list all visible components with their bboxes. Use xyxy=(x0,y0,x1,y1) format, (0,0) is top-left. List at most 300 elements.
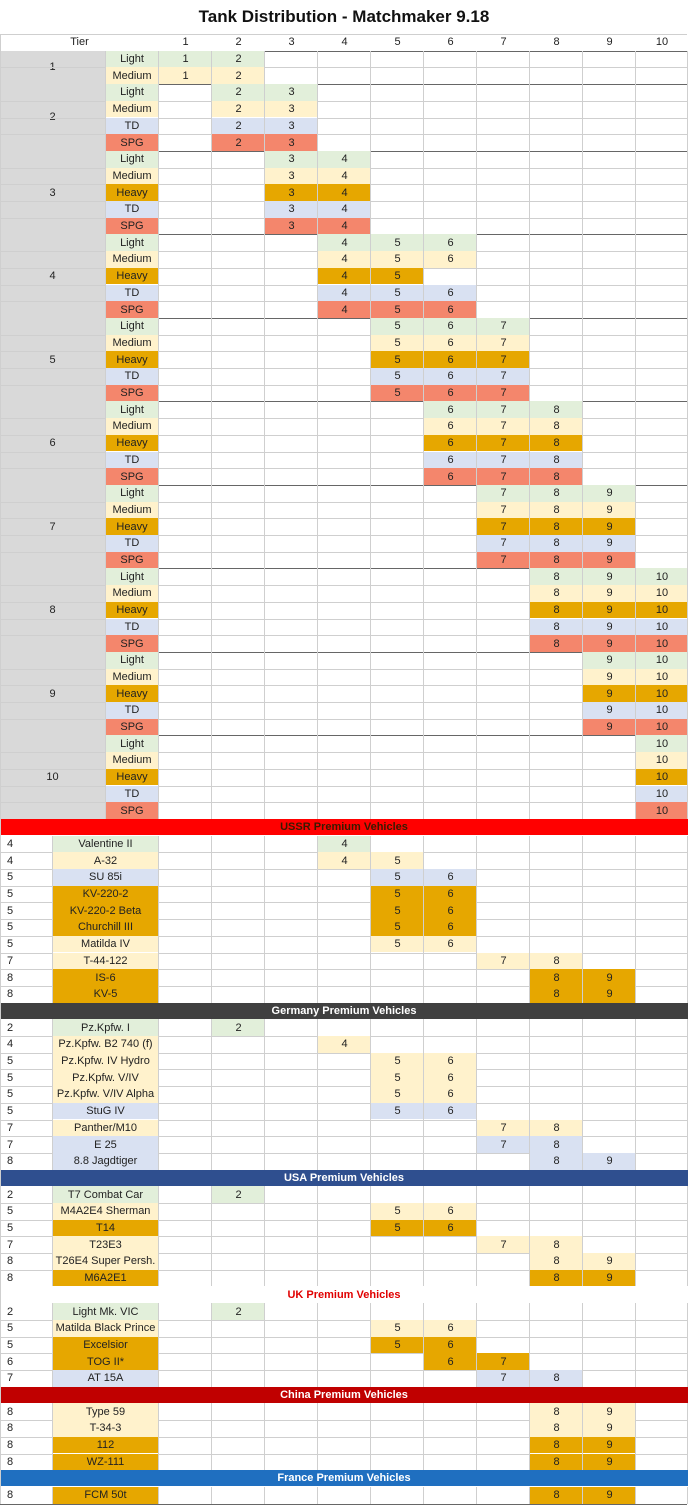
vehicle-name: Churchill III xyxy=(53,919,158,936)
class-label: Light xyxy=(106,401,158,418)
class-label: SPG xyxy=(106,719,158,736)
vehicle-mm-cell-tier-5: 5 xyxy=(371,886,424,903)
gridline xyxy=(158,836,159,1003)
mm-cell-tier-6: 6 xyxy=(424,435,477,452)
class-label: Heavy xyxy=(106,351,158,368)
gridline xyxy=(476,1403,477,1470)
gridline xyxy=(264,1186,265,1286)
gridline xyxy=(370,652,371,736)
gridline xyxy=(582,485,583,569)
vehicle-name: T26E4 Super Persh. xyxy=(53,1253,158,1270)
vehicle-name: Light Mk. VIC xyxy=(53,1303,158,1320)
mm-cell-tier-3: 3 xyxy=(265,168,318,185)
gridline xyxy=(635,234,636,318)
mm-cell-tier-8: 8 xyxy=(530,518,583,535)
gridline xyxy=(529,318,530,402)
gridline xyxy=(423,1403,424,1470)
mm-cell-tier-7: 7 xyxy=(477,318,530,335)
vehicle-mm-cell-tier-7: 7 xyxy=(477,1136,530,1153)
gridline xyxy=(264,1487,265,1504)
gridline xyxy=(476,485,477,569)
gridline xyxy=(423,151,424,235)
class-label: Medium xyxy=(106,418,158,435)
mm-cell-tier-10: 10 xyxy=(636,619,688,636)
mm-cell-tier-9: 9 xyxy=(583,635,636,652)
vehicle-tier: 5 xyxy=(7,1222,14,1235)
gridline xyxy=(423,234,424,318)
vehicle-tier: 5 xyxy=(7,1071,14,1084)
vehicle-name: M6A2E1 xyxy=(53,1270,158,1287)
class-label: Light xyxy=(106,234,158,251)
gridline xyxy=(370,485,371,569)
mm-cell-tier-10: 10 xyxy=(636,769,688,786)
gridline xyxy=(0,418,687,419)
vehicle-tier: 4 xyxy=(7,854,14,867)
gridline xyxy=(158,1487,159,1504)
gridline xyxy=(105,652,106,736)
class-label: SPG xyxy=(106,635,158,652)
gridline xyxy=(635,652,636,736)
class-label: TD xyxy=(106,285,158,302)
vehicle-mm-cell-tier-9: 9 xyxy=(583,1270,636,1287)
mm-cell-tier-7: 7 xyxy=(477,385,530,402)
mm-cell-tier-9: 9 xyxy=(583,485,636,502)
gridline xyxy=(476,318,477,402)
gridline xyxy=(264,1019,265,1169)
gridline xyxy=(52,1487,53,1504)
gridline xyxy=(635,401,636,485)
mm-cell-tier-4: 4 xyxy=(318,168,371,185)
vehicle-tier: 5 xyxy=(7,1088,14,1101)
mm-cell-tier-6: 6 xyxy=(424,351,477,368)
gridline xyxy=(0,786,687,787)
vehicle-mm-cell-tier-2: 2 xyxy=(212,1303,265,1320)
gridline xyxy=(211,735,212,819)
vehicle-tier: 8 xyxy=(7,988,14,1001)
vehicle-tier: 8 xyxy=(7,1255,14,1268)
gridline xyxy=(0,802,687,803)
vehicle-name: T7 Combat Car xyxy=(53,1186,158,1203)
gridline xyxy=(529,51,530,84)
gridline xyxy=(158,485,159,569)
vehicle-mm-cell-tier-6: 6 xyxy=(424,1086,477,1103)
vehicle-mm-cell-tier-9: 9 xyxy=(583,986,636,1003)
header-column-6: 6 xyxy=(447,36,454,49)
gridline xyxy=(370,836,371,1003)
vehicle-mm-cell-tier-8: 8 xyxy=(530,1120,583,1137)
mm-cell-tier-7: 7 xyxy=(477,418,530,435)
mm-cell-tier-10: 10 xyxy=(636,719,688,736)
gridline xyxy=(264,735,265,819)
vehicle-mm-cell-tier-8: 8 xyxy=(530,1437,583,1454)
gridline xyxy=(264,652,265,736)
class-label: SPG xyxy=(106,385,158,402)
gridline xyxy=(476,1186,477,1286)
vehicle-mm-cell-tier-8: 8 xyxy=(530,1403,583,1420)
mm-cell-tier-8: 8 xyxy=(530,585,583,602)
gridline xyxy=(476,652,477,736)
gridline xyxy=(0,752,687,753)
mm-cell-tier-9: 9 xyxy=(583,518,636,535)
vehicle-name: IS-6 xyxy=(53,969,158,986)
class-label: Heavy xyxy=(106,268,158,285)
class-label: TD xyxy=(106,619,158,636)
gridline xyxy=(582,568,583,652)
mm-cell-tier-3: 3 xyxy=(265,218,318,235)
vehicle-tier: 8 xyxy=(7,1489,14,1502)
mm-cell-tier-4: 4 xyxy=(318,201,371,218)
gridline xyxy=(105,234,106,318)
gridline xyxy=(158,151,159,235)
class-label: Medium xyxy=(106,67,158,84)
mm-cell-tier-4: 4 xyxy=(318,234,371,251)
mm-cell-tier-8: 8 xyxy=(530,435,583,452)
vehicle-mm-cell-tier-9: 9 xyxy=(583,969,636,986)
vehicle-mm-cell-tier-5: 5 xyxy=(371,852,424,869)
vehicle-tier: 8 xyxy=(7,1272,14,1285)
gridline xyxy=(105,485,106,569)
class-label: Light xyxy=(106,318,158,335)
gridline xyxy=(476,234,477,318)
tier-label: 10 xyxy=(0,735,105,819)
tier-label: 5 xyxy=(0,318,105,402)
header-column-2: 2 xyxy=(235,36,242,49)
gridline xyxy=(211,401,212,485)
mm-cell-tier-6: 6 xyxy=(424,251,477,268)
gridline xyxy=(370,1487,371,1504)
gridline xyxy=(476,84,477,151)
class-label: Heavy xyxy=(106,769,158,786)
vehicle-name: Pz.Kpfw. I xyxy=(53,1019,158,1036)
vehicle-name: Matilda IV xyxy=(53,936,158,953)
vehicle-tier: 8 xyxy=(7,1405,14,1418)
vehicle-mm-cell-tier-7: 7 xyxy=(477,1353,530,1370)
vehicle-name: T23E3 xyxy=(53,1236,158,1253)
mm-cell-tier-4: 4 xyxy=(318,184,371,201)
vehicle-mm-cell-tier-9: 9 xyxy=(583,1153,636,1170)
vehicle-mm-cell-tier-4: 4 xyxy=(318,852,371,869)
section-header: USSR Premium Vehicles xyxy=(0,819,688,835)
vehicle-name: KV-220-2 Beta xyxy=(53,902,158,919)
vehicle-name: Valentine II xyxy=(53,836,158,853)
gridline xyxy=(370,1303,371,1387)
class-label: Light xyxy=(106,151,158,168)
mm-cell-tier-4: 4 xyxy=(318,218,371,235)
gridline xyxy=(529,485,530,569)
mm-cell-tier-10: 10 xyxy=(636,635,688,652)
mm-cell-tier-5: 5 xyxy=(371,251,424,268)
gridline xyxy=(582,735,583,819)
gridline xyxy=(635,84,636,151)
gridline xyxy=(158,1303,159,1387)
gridline xyxy=(317,318,318,402)
mm-cell-tier-9: 9 xyxy=(583,619,636,636)
gridline xyxy=(211,836,212,1003)
mm-cell-tier-10: 10 xyxy=(636,568,688,585)
gridline xyxy=(423,318,424,402)
vehicle-mm-cell-tier-6: 6 xyxy=(424,1053,477,1070)
mm-cell-tier-6: 6 xyxy=(424,318,477,335)
gridline xyxy=(370,318,371,402)
class-label: Light xyxy=(106,735,158,752)
gridline xyxy=(423,84,424,151)
vehicle-tier: 8 xyxy=(7,971,14,984)
mm-cell-tier-9: 9 xyxy=(583,702,636,719)
mm-cell-tier-9: 9 xyxy=(583,669,636,686)
vehicle-mm-cell-tier-9: 9 xyxy=(583,1420,636,1437)
vehicle-name: T-44-122 xyxy=(53,953,158,970)
gridline xyxy=(370,234,371,318)
gridline xyxy=(211,652,212,736)
gridline xyxy=(635,568,636,652)
class-label: Medium xyxy=(106,335,158,352)
class-label: Light xyxy=(106,485,158,502)
mm-cell-tier-5: 5 xyxy=(371,368,424,385)
gridline xyxy=(317,485,318,569)
mm-cell-tier-5: 5 xyxy=(371,301,424,318)
gridline xyxy=(317,151,318,235)
mm-cell-tier-8: 8 xyxy=(530,535,583,552)
gridline xyxy=(317,735,318,819)
header-column-4: 4 xyxy=(341,36,348,49)
gridline xyxy=(529,1019,530,1169)
class-label: Light xyxy=(106,652,158,669)
gridline xyxy=(370,51,371,84)
gridline xyxy=(529,652,530,736)
gridline xyxy=(582,401,583,485)
mm-cell-tier-3: 3 xyxy=(265,134,318,151)
gridline xyxy=(211,234,212,318)
mm-cell-tier-6: 6 xyxy=(424,234,477,251)
gridline xyxy=(0,769,687,770)
tier-label: 9 xyxy=(0,652,105,736)
gridline xyxy=(211,51,212,84)
vehicle-name: AT 15A xyxy=(53,1370,158,1387)
class-label: Light xyxy=(106,51,158,68)
class-label: Medium xyxy=(106,502,158,519)
mm-cell-tier-4: 4 xyxy=(318,268,371,285)
mm-cell-tier-5: 5 xyxy=(371,268,424,285)
gridline xyxy=(476,1487,477,1504)
gridline xyxy=(317,836,318,1003)
mm-cell-tier-6: 6 xyxy=(424,418,477,435)
mm-cell-tier-1: 1 xyxy=(159,67,212,84)
mm-cell-tier-10: 10 xyxy=(636,585,688,602)
mm-cell-tier-6: 6 xyxy=(424,301,477,318)
gridline xyxy=(158,401,159,485)
gridline xyxy=(635,1403,636,1470)
class-label: SPG xyxy=(106,468,158,485)
gridline xyxy=(423,836,424,1003)
gridline xyxy=(476,836,477,1003)
vehicle-name: KV-220-2 xyxy=(53,886,158,903)
class-label: Medium xyxy=(106,669,158,686)
class-label: Medium xyxy=(106,168,158,185)
gridline xyxy=(423,1186,424,1286)
header-column-8: 8 xyxy=(553,36,560,49)
gridline xyxy=(211,1303,212,1387)
gridline xyxy=(158,84,159,151)
gridline xyxy=(317,401,318,485)
mm-cell-tier-7: 7 xyxy=(477,535,530,552)
gridline xyxy=(635,836,636,1003)
tier-label: 8 xyxy=(0,568,105,652)
vehicle-mm-cell-tier-7: 7 xyxy=(477,1236,530,1253)
vehicle-mm-cell-tier-5: 5 xyxy=(371,869,424,886)
gridline xyxy=(370,1403,371,1470)
class-label: Medium xyxy=(106,585,158,602)
mm-cell-tier-10: 10 xyxy=(636,786,688,803)
vehicle-mm-cell-tier-5: 5 xyxy=(371,1337,424,1354)
gridline xyxy=(476,735,477,819)
mm-cell-tier-7: 7 xyxy=(477,351,530,368)
section-header: Germany Premium Vehicles xyxy=(0,1003,688,1019)
gridline xyxy=(370,151,371,235)
mm-cell-tier-8: 8 xyxy=(530,418,583,435)
vehicle-name: TOG II* xyxy=(53,1353,158,1370)
gridline xyxy=(476,151,477,235)
vehicle-mm-cell-tier-5: 5 xyxy=(371,919,424,936)
gridline xyxy=(158,234,159,318)
gridline xyxy=(635,1019,636,1169)
mm-cell-tier-3: 3 xyxy=(265,101,318,118)
vehicle-mm-cell-tier-8: 8 xyxy=(530,986,583,1003)
gridline xyxy=(317,234,318,318)
mm-cell-tier-5: 5 xyxy=(371,335,424,352)
gridline xyxy=(52,1019,53,1169)
mm-cell-tier-10: 10 xyxy=(636,669,688,686)
mm-cell-tier-9: 9 xyxy=(583,602,636,619)
vehicle-name: Pz.Kpfw. V/IV Alpha xyxy=(53,1086,158,1103)
mm-cell-tier-1: 1 xyxy=(159,51,212,68)
vehicle-mm-cell-tier-8: 8 xyxy=(530,1270,583,1287)
gridline xyxy=(582,318,583,402)
vehicle-mm-cell-tier-6: 6 xyxy=(424,1337,477,1354)
gridline xyxy=(264,401,265,485)
gridline xyxy=(635,51,636,84)
gridline xyxy=(52,836,53,1003)
gridline xyxy=(582,1019,583,1169)
gridline xyxy=(264,568,265,652)
gridline xyxy=(211,1186,212,1286)
vehicle-mm-cell-tier-6: 6 xyxy=(424,1203,477,1220)
vehicle-mm-cell-tier-5: 5 xyxy=(371,1320,424,1337)
gridline xyxy=(529,1186,530,1286)
gridline xyxy=(582,1186,583,1286)
mm-cell-tier-8: 8 xyxy=(530,485,583,502)
mm-cell-tier-8: 8 xyxy=(530,602,583,619)
mm-cell-tier-9: 9 xyxy=(583,685,636,702)
vehicle-mm-cell-tier-6: 6 xyxy=(424,919,477,936)
gridline xyxy=(264,234,265,318)
mm-cell-tier-5: 5 xyxy=(371,234,424,251)
gridline xyxy=(158,568,159,652)
vehicle-mm-cell-tier-9: 9 xyxy=(583,1454,636,1471)
mm-cell-tier-4: 4 xyxy=(318,285,371,302)
vehicle-name: Type 59 xyxy=(53,1403,158,1420)
gridline xyxy=(0,34,687,35)
gridline xyxy=(635,485,636,569)
gridline xyxy=(370,84,371,151)
gridline xyxy=(105,84,106,151)
mm-cell-tier-9: 9 xyxy=(583,585,636,602)
gridline xyxy=(635,1303,636,1387)
gridline xyxy=(317,1019,318,1169)
vehicle-name: FCM 50t xyxy=(53,1487,158,1504)
vehicle-tier: 8 xyxy=(7,1455,14,1468)
vehicle-mm-cell-tier-9: 9 xyxy=(583,1487,636,1504)
vehicle-name: WZ-111 xyxy=(53,1454,158,1471)
gridline xyxy=(423,485,424,569)
gridline xyxy=(211,151,212,235)
gridline xyxy=(370,401,371,485)
gridline xyxy=(529,1487,530,1504)
class-label: Light xyxy=(106,568,158,585)
vehicle-name: Matilda Black Prince xyxy=(53,1320,158,1337)
gridline xyxy=(476,51,477,84)
mm-cell-tier-7: 7 xyxy=(477,368,530,385)
vehicle-mm-cell-tier-8: 8 xyxy=(530,969,583,986)
vehicle-mm-cell-tier-6: 6 xyxy=(424,1103,477,1120)
vehicle-mm-cell-tier-4: 4 xyxy=(318,1036,371,1053)
mm-cell-tier-8: 8 xyxy=(530,452,583,469)
mm-cell-tier-8: 8 xyxy=(530,619,583,636)
gridline xyxy=(211,568,212,652)
vehicle-mm-cell-tier-6: 6 xyxy=(424,936,477,953)
class-label: TD xyxy=(106,786,158,803)
class-label: SPG xyxy=(106,218,158,235)
mm-cell-tier-8: 8 xyxy=(530,568,583,585)
vehicle-name: StuG IV xyxy=(53,1103,158,1120)
vehicle-mm-cell-tier-8: 8 xyxy=(530,1253,583,1270)
mm-cell-tier-6: 6 xyxy=(424,285,477,302)
gridline xyxy=(529,568,530,652)
gridline xyxy=(582,836,583,1003)
section-divider xyxy=(0,1504,687,1505)
vehicle-tier: 7 xyxy=(7,1372,14,1385)
vehicle-tier: 2 xyxy=(7,1188,14,1201)
gridline xyxy=(635,1186,636,1286)
header-column-7: 7 xyxy=(500,36,507,49)
gridline xyxy=(317,1303,318,1387)
vehicle-name: 8.8 Jagdtiger xyxy=(53,1153,158,1170)
gridline xyxy=(317,652,318,736)
vehicle-mm-cell-tier-8: 8 xyxy=(530,1236,583,1253)
mm-cell-tier-2: 2 xyxy=(212,51,265,68)
mm-cell-tier-8: 8 xyxy=(530,502,583,519)
mm-cell-tier-4: 4 xyxy=(318,151,371,168)
gridline xyxy=(317,84,318,151)
gridline xyxy=(423,652,424,736)
class-label: SPG xyxy=(106,134,158,151)
class-label: Heavy xyxy=(106,685,158,702)
gridline xyxy=(423,1019,424,1169)
section-header: France Premium Vehicles xyxy=(0,1470,688,1486)
gridline xyxy=(158,318,159,402)
gridline xyxy=(582,234,583,318)
gridline xyxy=(211,84,212,151)
gridline xyxy=(582,1403,583,1470)
gridline xyxy=(529,151,530,235)
vehicle-tier: 7 xyxy=(7,954,14,967)
mm-cell-tier-7: 7 xyxy=(477,335,530,352)
vehicle-mm-cell-tier-8: 8 xyxy=(530,1487,583,1504)
gridline xyxy=(582,51,583,84)
gridline xyxy=(317,1487,318,1504)
mm-cell-tier-6: 6 xyxy=(424,401,477,418)
gridline xyxy=(0,118,687,119)
vehicle-tier: 7 xyxy=(7,1121,14,1134)
